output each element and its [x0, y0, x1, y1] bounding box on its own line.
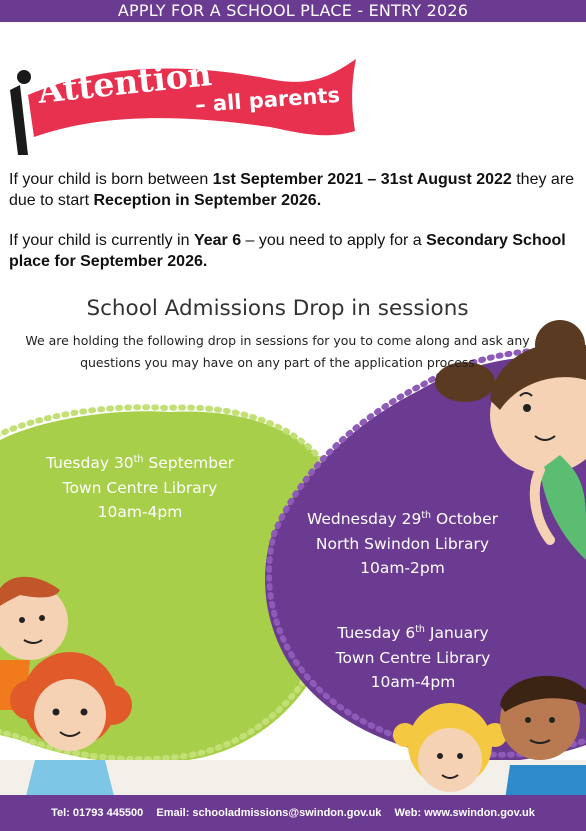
- footer-web[interactable]: Web: www.swindon.gov.uk: [394, 807, 535, 819]
- attention-heading: Attention: [35, 53, 214, 111]
- secondary-paragraph: If your child is currently in Year 6 – you need to apply for a Secondary School place for September 2026.: [9, 232, 566, 270]
- sessions-heading: School Admissions Drop in sessions: [86, 296, 469, 321]
- top-banner-title: APPLY FOR A SCHOOL PLACE - ENTRY 2026: [0, 0, 586, 22]
- session-1: Tuesday 30th September Town Centre Library 10am-4pm: [45, 453, 235, 521]
- footer-tel: Tel: 01793 445500: [51, 807, 144, 819]
- attention-subheading: – all parents: [194, 82, 341, 118]
- contact-footer: [0, 795, 586, 831]
- session-2: Wednesday 29th October North Swindon Library 10am-2pm: [306, 509, 499, 577]
- sessions-intro: We are holding the following drop in sessions for you to come along and ask any questions you may have on any part of the application process: [25, 333, 530, 370]
- session-3: Tuesday 6th January Town Centre Library 10am-4pm: [335, 623, 491, 691]
- footer-email[interactable]: Email: schooladmissions@swindon.gov.uk: [156, 807, 382, 819]
- reception-paragraph: If your child is born between 1st September 2021 – 31st August 2022 they are due to start Reception in September 2026.: [9, 171, 575, 209]
